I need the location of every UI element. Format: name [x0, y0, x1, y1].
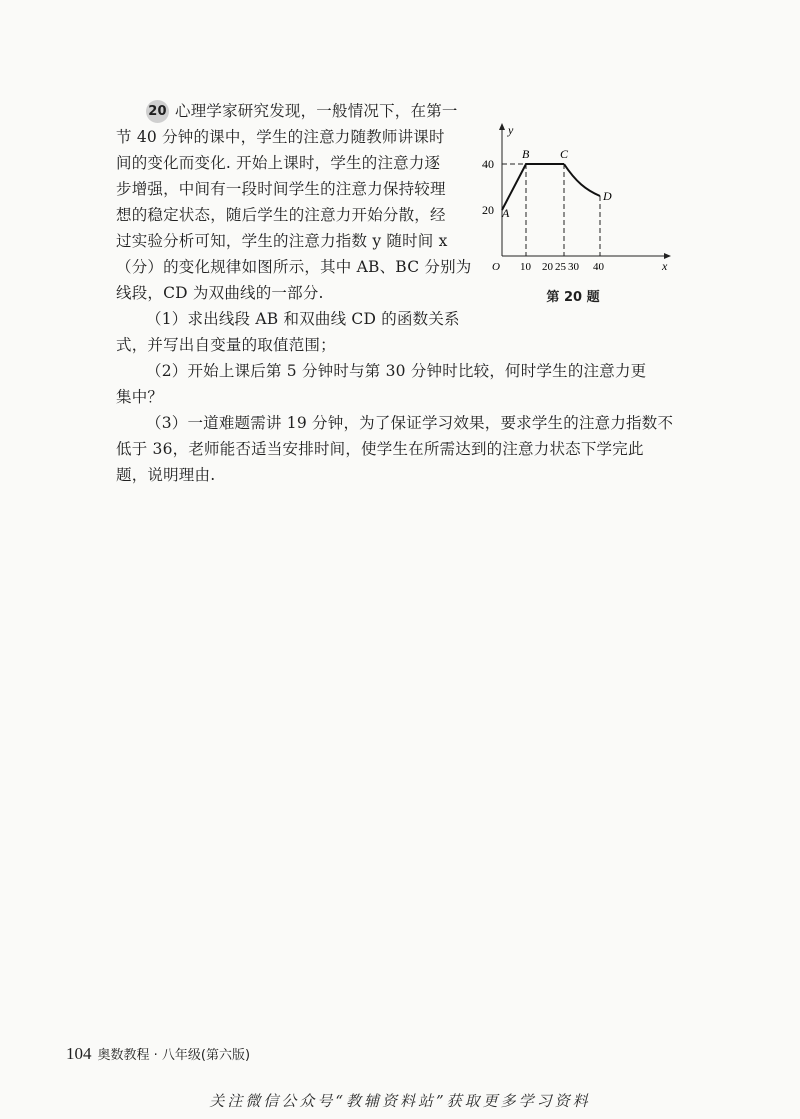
problem-number-badge: 20: [146, 100, 169, 123]
origin-label: O: [492, 261, 500, 273]
attention-graph: [478, 120, 678, 285]
x-tick-40: 40: [593, 261, 604, 273]
segment-ab-bc: [502, 164, 564, 210]
question-1-line-1: （1）求出线段 AB 和双曲线 CD 的函数关系: [146, 310, 460, 328]
x-tick-10: 10: [520, 261, 531, 273]
point-c-label: C: [560, 147, 569, 161]
point-d-label: D: [603, 189, 612, 203]
figure-caption: 第 20 题: [546, 290, 600, 305]
problem-line-1: 20 心理学家研究发现，一般情况下，在第一: [146, 98, 458, 124]
problem-line-4: 步增强，中间有一段时间学生的注意力保持较理: [116, 180, 446, 198]
problem-line-6: 过实验分析可知，学生的注意力指数 y 随时间 x: [116, 232, 448, 250]
page-footer: [66, 1044, 250, 1064]
point-a-label: A: [502, 206, 510, 220]
question-2-line-2: 集中？: [116, 388, 164, 406]
x-axis-label: x: [662, 259, 668, 273]
point-b-label: B: [522, 147, 530, 161]
question-1-line-2: 式，并写出自变量的取值范围；: [116, 336, 336, 354]
attention-graph-figure: [478, 120, 678, 310]
question-3-line-3: 题，说明理由.: [116, 466, 216, 484]
x-tick-20: 20: [542, 261, 553, 273]
problem-line-7: （分）的变化规律如图所示，其中 AB、BC 分别为: [116, 258, 472, 276]
problem-line-8: 线段，CD 为双曲线的一部分.: [116, 284, 324, 302]
y-axis-label: y: [508, 123, 514, 137]
page-number: 104: [66, 1044, 92, 1063]
watermark-text: 关注微信公众号“教辅资料站”获取更多学习资料: [209, 1092, 591, 1110]
question-3-line-2: 低于 36，老师能否适当安排时间，使学生在所需达到的注意力状态下学完此: [116, 440, 644, 458]
problem-line-3: 间的变化而变化. 开始上课时，学生的注意力逐: [116, 154, 441, 172]
x-tick-30: 30: [568, 261, 579, 273]
y-tick-40: 40: [482, 157, 494, 171]
question-3-line-1: （3）一道难题需讲 19 分钟，为了保证学习效果，要求学生的注意力指数不: [146, 414, 674, 432]
problem-line-2: 节 40 分钟的课中，学生的注意力随教师讲课时: [116, 128, 445, 146]
book-title: 奥数教程 · 八年级(第六版): [97, 1048, 251, 1063]
hyperbola-cd: [564, 164, 600, 196]
x-tick-25: 25: [555, 261, 566, 273]
problem-line-5: 想的稳定状态，随后学生的注意力开始分散，经: [116, 206, 446, 224]
question-2-line-1: （2）开始上课后第 5 分钟时与第 30 分钟时比较，何时学生的注意力更: [146, 362, 647, 380]
y-tick-20: 20: [482, 203, 494, 217]
